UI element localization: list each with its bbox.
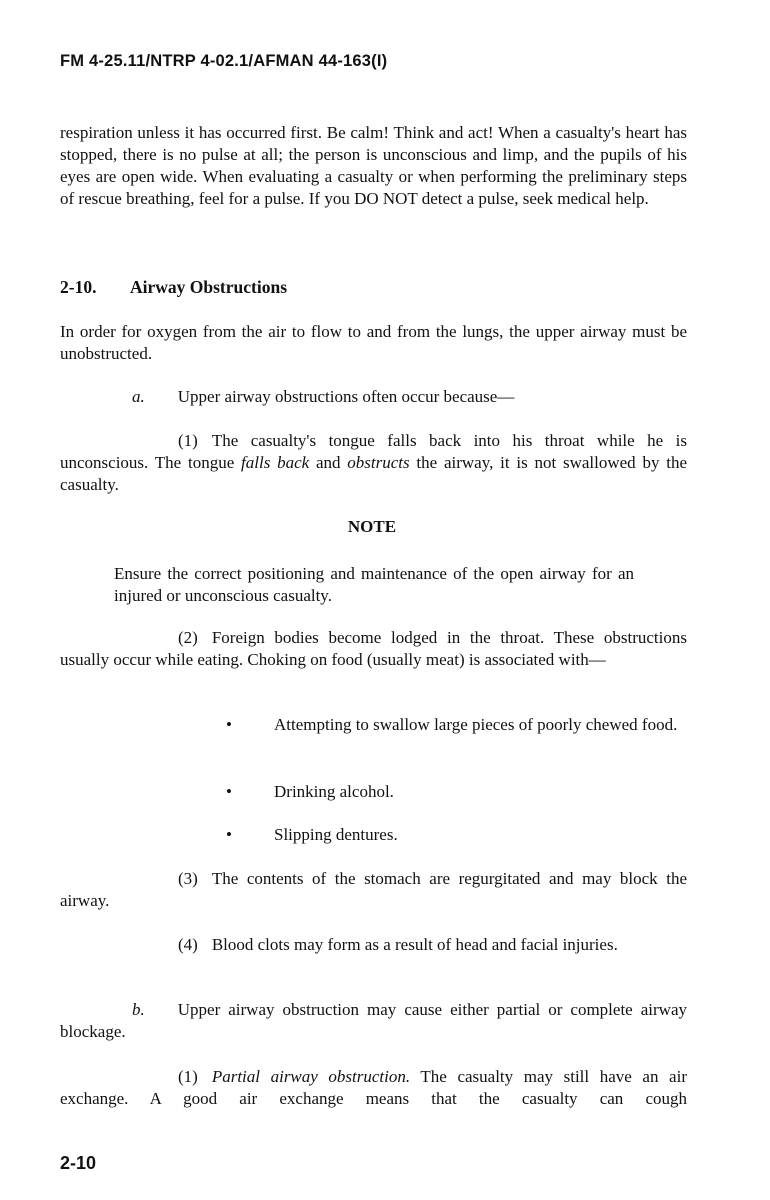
item-a3-label: (3): [178, 869, 198, 888]
note-heading: NOTE: [347, 517, 397, 536]
item-a4-text: Blood clots may form as a result of head and facial injuries.: [211, 935, 618, 954]
item-b: [60, 999, 687, 1043]
bullet-symbol: •: [226, 715, 232, 734]
intro-paragraph: respiration unless it has occurred first. Be calm! Think and act! When a casualty's heart has stopped, there is no pulse at all; the person is unconscious and limp, and the pupils of his eyes are open wide. When evaluating a casualty or when performing the preliminary steps of rescue breathing, feel for a pulse. If you DO NOT detect a pulse, seek medical help.: [60, 123, 687, 208]
item-a1-emphasis-obstructs: obstructs: [347, 453, 410, 472]
bullet-symbol: •: [226, 782, 232, 801]
section-title: Airway Obstructions: [130, 277, 288, 297]
note-text: Ensure the correct positioning and maintenance of the open airway for an injured or unconscious casualty.: [114, 564, 634, 605]
item-a4-label: (4): [178, 935, 198, 954]
item-b1: [60, 1066, 687, 1110]
section-lead-paragraph: In order for oxygen from the air to flow to and from the lungs, the upper airway must be unobstructed.: [60, 322, 687, 363]
item-a1-text-mid: and: [309, 453, 348, 472]
bullet-item: [226, 781, 394, 803]
item-a4: [60, 934, 687, 956]
item-a-label: a.: [132, 387, 145, 406]
item-b-label: b.: [132, 1000, 145, 1019]
page-number: 2-10: [60, 1153, 97, 1173]
item-b-text: Upper airway obstruction may cause either partial or complete airway blockage.: [60, 1000, 687, 1041]
item-b1-emphasis: Partial airway obstruction.: [211, 1067, 411, 1086]
item-a1-emphasis-falls-back: falls back: [241, 453, 310, 472]
bullet-text: Drinking alcohol.: [274, 782, 394, 801]
item-a3-text: The contents of the stomach are regurgitated and may block the airway.: [60, 869, 687, 910]
item-a3: [60, 868, 687, 912]
item-a1-text-post: the airway, it is not swallowed by the casualty.: [60, 453, 688, 494]
item-a1-text-pre: The casualty's tongue falls back into his throat while he is unconscious. The tongue: [60, 431, 687, 472]
item-a2: [60, 627, 687, 671]
item-a1: [60, 430, 687, 496]
bullet-item: [226, 824, 398, 846]
section-heading: [60, 276, 287, 298]
item-a1-label: (1): [178, 431, 198, 450]
item-b1-text: The casualty may still have an air exchange. A good air exchange means that the casualty can cough: [60, 1067, 687, 1108]
bullet-item: [60, 714, 687, 736]
page-header: FM 4-25.11/NTRP 4-02.1/AFMAN 44-163(I): [60, 52, 388, 70]
item-b1-label: (1): [178, 1067, 198, 1086]
item-a: [60, 386, 687, 408]
item-a2-text: Foreign bodies become lodged in the throat. These obstructions usually occur while eating. Choking on food (usually meat) is associated with—: [60, 628, 687, 669]
section-number: 2-10.: [60, 277, 97, 297]
item-a2-label: (2): [178, 628, 198, 647]
bullet-symbol: •: [226, 825, 232, 844]
bullet-text: Slipping dentures.: [274, 825, 398, 844]
item-a-text: Upper airway obstructions often occur because—: [177, 387, 515, 406]
bullet-text: Attempting to swallow large pieces of poorly chewed food.: [274, 715, 678, 734]
